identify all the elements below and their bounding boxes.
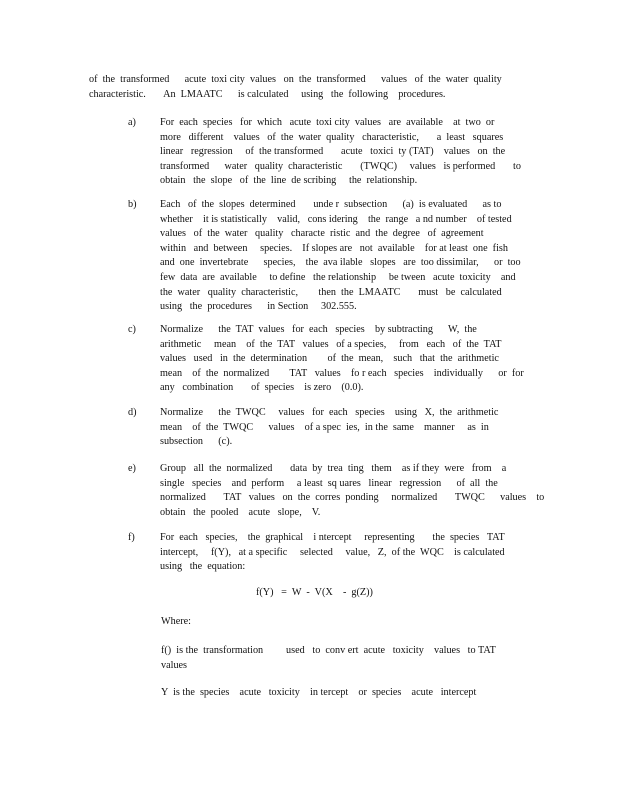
text-line: and one invertebrate species, the ava ilable slopes are too dissimilar, or too bbox=[160, 257, 521, 269]
item-letter: f) bbox=[128, 532, 135, 543]
text-line: f() is the transformation used to conv ert acute toxicity values to TAT bbox=[161, 645, 496, 656]
text-line: Normalize the TAT values for each species by subtracting W, the bbox=[160, 324, 477, 335]
item-letter: b) bbox=[128, 199, 137, 210]
text-line: single species and perform a least sq uares linear regression of all the bbox=[160, 477, 498, 489]
procedure-item-b bbox=[128, 198, 528, 315]
text-line: intercept, f(Y), at a specific selected value, Z, of the WQC is calculated bbox=[160, 546, 505, 558]
text-line: Normalize the TWQC values for each species using X, the arithmetic bbox=[160, 407, 499, 418]
text-line: values bbox=[161, 659, 188, 671]
equation: f(Y) = W - V(X - g(Z)) bbox=[256, 587, 373, 598]
text-line: values used in the determination of the mean, such that the arithmetic bbox=[160, 353, 499, 365]
text-line: few data are available to define the relationship be tween acute toxicity and bbox=[160, 271, 516, 283]
text-line: mean of the TWQC values of a spec ies, in the same manner as in bbox=[160, 421, 489, 433]
item-text bbox=[160, 198, 528, 315]
item-text bbox=[160, 323, 528, 396]
intro-line: characteristic. An LMAATC is calculated using the following procedures. bbox=[89, 88, 446, 100]
text-line: whether it is statistically valid, cons idering the range a nd number of tested bbox=[160, 213, 512, 225]
procedure-item-a bbox=[128, 116, 528, 189]
text-line: subsection (c). bbox=[160, 436, 233, 448]
text-line: For each species, the graphical i ntercept representing the species TAT bbox=[160, 532, 505, 543]
text-line: arithmetic mean of the TAT values of a species, from each of the TAT bbox=[160, 338, 502, 350]
text-line: values of the water quality characte ristic and the degree of agreement bbox=[160, 228, 484, 240]
text-line: obtain the pooled acute slope, V. bbox=[160, 506, 321, 518]
text-line: linear regression of the transformed acute toxici ty (TAT) values on the bbox=[160, 146, 506, 158]
procedure-item-e bbox=[128, 462, 545, 520]
text-line: Y is the species acute toxicity in tercept or species acute intercept bbox=[161, 687, 477, 698]
text-line: normalized TAT values on the corres ponding normalized TWQC values to bbox=[160, 492, 545, 504]
text-line: Group all the normalized data by trea ting them as if they were from a bbox=[160, 463, 507, 474]
procedure-item-c bbox=[128, 323, 528, 396]
text-line: For each species for which acute toxi city values are available at two or bbox=[160, 117, 495, 128]
procedure-item-f bbox=[128, 531, 528, 575]
text-line: the water quality characteristic, then the LMAATC must be calculated bbox=[160, 286, 502, 298]
text-line: obtain the slope of the line de scribing the relationship. bbox=[160, 175, 418, 187]
definition-f bbox=[161, 644, 501, 673]
where-label: Where: bbox=[161, 616, 191, 627]
text-line: Each of the slopes determined unde r subsection (a) is evaluated as to bbox=[160, 199, 502, 210]
item-text bbox=[160, 116, 528, 189]
text-line: mean of the normalized TAT values fo r each species individually or for bbox=[160, 367, 524, 379]
text-line: using the equation: bbox=[160, 561, 246, 573]
procedure-item-d bbox=[128, 406, 528, 450]
item-text bbox=[160, 462, 545, 520]
text-line: transformed water quality characteristic (TWQC) values is performed to bbox=[160, 160, 521, 172]
item-letter: a) bbox=[128, 117, 136, 128]
text-line: any combination of species is zero (0.0). bbox=[160, 382, 364, 394]
text-line: within and between species. If slopes are not available for at least one fish bbox=[160, 242, 508, 254]
item-text bbox=[160, 531, 528, 575]
intro-paragraph bbox=[89, 73, 519, 102]
item-text bbox=[160, 406, 528, 450]
item-letter: d) bbox=[128, 407, 137, 418]
definition-y bbox=[161, 686, 501, 701]
text-line: more different values of the water quality characteristic, a least squares bbox=[160, 131, 504, 143]
text-line: using the procedures in Section 302.555. bbox=[160, 301, 357, 313]
item-letter: c) bbox=[128, 324, 136, 335]
item-letter: e) bbox=[128, 463, 136, 474]
intro-line: of the transformed acute toxi city values on the transformed values of the water quality bbox=[89, 74, 502, 85]
